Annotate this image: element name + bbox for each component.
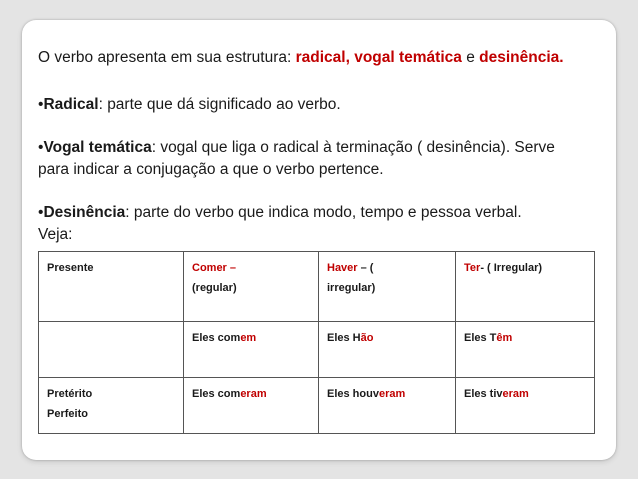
haver-note: irregular) — [327, 282, 376, 294]
bullet: • — [38, 139, 44, 156]
table-cell — [184, 378, 319, 434]
vogal-text-line1: : vogal que liga o radical à terminação ( desinência). Serve — [151, 139, 555, 156]
table-cell — [184, 322, 319, 378]
verb-stem: Eles H — [327, 332, 361, 344]
intro-paragraph — [38, 47, 613, 69]
table-row — [39, 252, 595, 322]
table-cell — [184, 252, 319, 322]
ter-header: Ter — [464, 262, 481, 274]
verb-ending: em — [240, 332, 257, 344]
intro-highlight-2: desinência. — [479, 49, 564, 66]
intro-connector: e — [461, 49, 480, 66]
table-cell — [319, 378, 456, 434]
ter-note: - ( Irregular) — [480, 262, 543, 274]
conjugation-table — [38, 251, 595, 434]
verb-ending: ão — [360, 332, 374, 344]
verb-stem: Eles com — [192, 332, 241, 344]
verb-stem: Eles T — [464, 332, 497, 344]
comer-note: (regular) — [192, 282, 237, 294]
vogal-text-line2: para indicar a conjugação a que o verbo pertence. — [38, 161, 384, 178]
vogal-paragraph — [38, 137, 613, 181]
haver-header: Haver — [327, 262, 358, 274]
verb-ending: eram — [502, 388, 529, 400]
radical-term: Radical — [43, 96, 99, 113]
table-cell — [456, 378, 595, 434]
table-row — [39, 378, 595, 434]
desinencia-paragraph — [38, 202, 613, 246]
table-cell — [39, 252, 184, 322]
table-cell — [456, 322, 595, 378]
verb-ending: eram — [378, 388, 406, 400]
table-cell — [319, 252, 456, 322]
verb-ending: eram — [240, 388, 267, 400]
intro-highlight: radical, vogal temática — [295, 49, 462, 66]
presente-label: Presente — [47, 262, 94, 274]
radical-text: : parte que dá significado ao verbo. — [98, 96, 341, 113]
verb-ending: êm — [496, 332, 513, 344]
preterito-label: Pretérito — [47, 388, 93, 400]
verb-stem: Eles tiv — [464, 388, 503, 400]
table-cell — [456, 252, 595, 322]
bullet: • — [38, 96, 44, 113]
veja-label: Veja: — [38, 226, 73, 243]
perfeito-label: Perfeito — [47, 408, 88, 420]
verb-stem: Eles houv — [327, 388, 379, 400]
table-row — [39, 322, 595, 378]
comer-header: Comer – — [192, 262, 237, 274]
desinencia-text: : parte do verbo que indica modo, tempo e pessoa verbal. — [125, 204, 522, 221]
intro-prefix: O verbo apresenta em sua estrutura: — [38, 49, 296, 66]
table-cell — [39, 378, 184, 434]
haver-rest: – ( — [357, 262, 374, 274]
table-cell — [319, 322, 456, 378]
verb-stem: Eles com — [192, 388, 241, 400]
table-cell — [39, 322, 184, 378]
bullet: • — [38, 204, 44, 221]
radical-paragraph — [38, 94, 613, 116]
desinencia-term: Desinência — [43, 204, 126, 221]
vogal-term: Vogal temática — [43, 139, 152, 156]
